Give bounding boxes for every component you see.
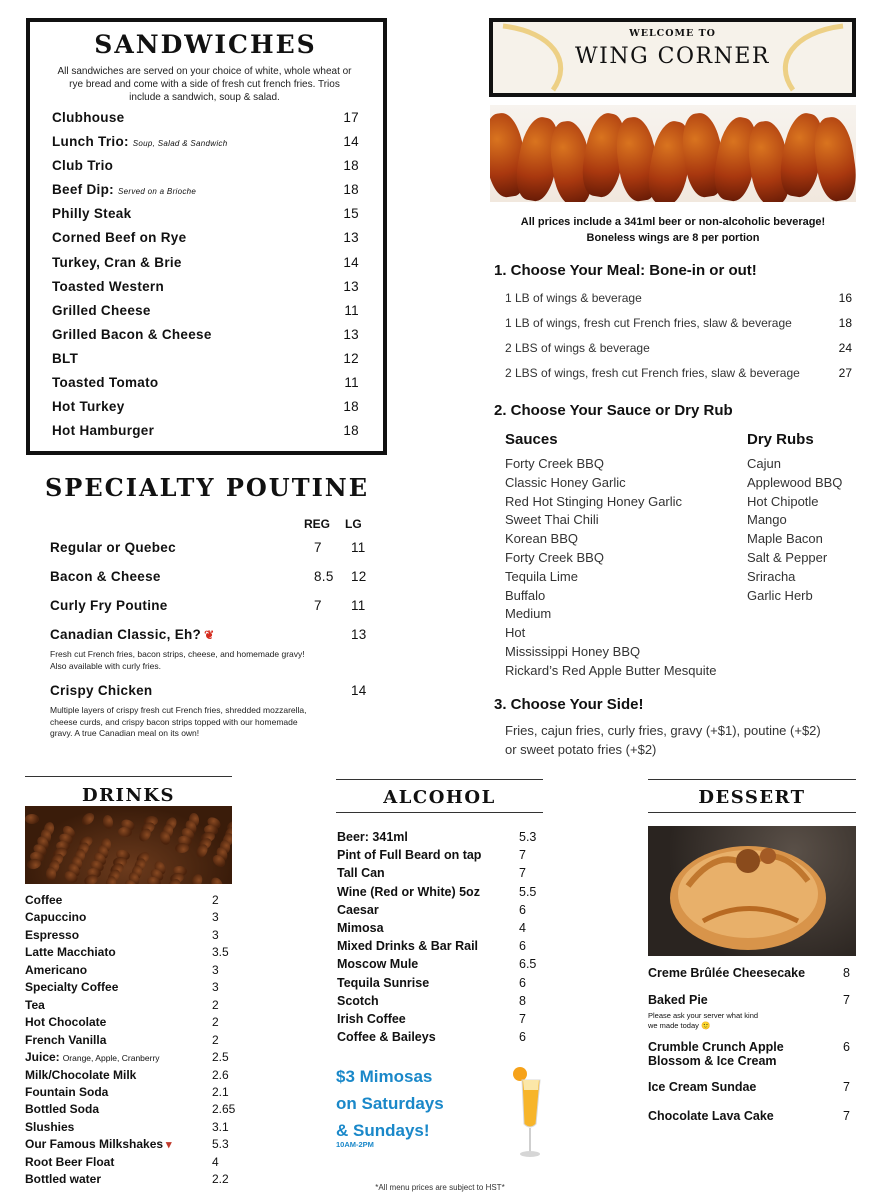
drink-item bbox=[25, 1068, 230, 1082]
dessert-rule-top bbox=[648, 779, 856, 780]
rub-item: Sriracha bbox=[747, 568, 796, 584]
drink-item bbox=[25, 1155, 230, 1169]
alcohol-price: 6 bbox=[519, 975, 526, 990]
drink-item bbox=[25, 1085, 230, 1099]
drink-price: 2.65 bbox=[212, 1102, 236, 1117]
mimosa-glass-icon bbox=[510, 1066, 550, 1160]
drink-item bbox=[25, 1102, 236, 1117]
alcohol-item bbox=[337, 939, 542, 953]
sauce-item: Buffalo bbox=[505, 587, 546, 603]
item-name: Hot Turkey bbox=[52, 399, 125, 415]
item-name-wrap bbox=[52, 423, 154, 438]
pie-photo bbox=[648, 826, 856, 956]
item-name-wrap bbox=[52, 327, 212, 342]
item-name: Grilled Cheese bbox=[52, 302, 151, 318]
alcohol-price: 7 bbox=[519, 1012, 526, 1026]
alcohol-item bbox=[337, 885, 542, 899]
dessert-item bbox=[648, 993, 856, 1031]
item-note: Soup, Salad & Sandwich bbox=[132, 139, 228, 149]
alcohol-price: 8 bbox=[519, 993, 526, 1008]
sauce-item: Tequila Lime bbox=[505, 568, 578, 584]
side-line-2: or sweet potato fries (+$2) bbox=[505, 742, 657, 757]
alcohol-name: Scotch bbox=[337, 993, 379, 1008]
item-name-wrap bbox=[52, 375, 158, 390]
alcohol-price: 6 bbox=[519, 1030, 526, 1045]
coffee-bean bbox=[118, 827, 133, 838]
sandwich-item bbox=[52, 303, 359, 327]
sauce-item: Red Hot Stinging Honey Garlic bbox=[505, 493, 683, 509]
dessert-item bbox=[648, 1040, 856, 1068]
item-name: Turkey, Cran & Brie bbox=[52, 254, 182, 270]
sandwich-item bbox=[52, 423, 359, 447]
item-name-wrap bbox=[52, 399, 125, 414]
item-name: Canadian Classic, Eh? bbox=[50, 627, 202, 642]
sandwich-item bbox=[52, 182, 359, 206]
coffee-bean bbox=[79, 811, 96, 828]
meal-option bbox=[505, 366, 852, 380]
drink-sub: Orange, Apple, Cranberry bbox=[62, 1053, 160, 1064]
drink-name: Coffee bbox=[25, 893, 63, 907]
alcohol-price: 6 bbox=[519, 939, 526, 954]
dessert-item bbox=[648, 966, 856, 980]
drink-name: Root Beer Float bbox=[25, 1154, 115, 1169]
drink-price: 3.1 bbox=[212, 1119, 229, 1134]
item-name: Toasted Tomato bbox=[52, 375, 159, 391]
sauce-item: Mississippi Honey BBQ bbox=[505, 643, 641, 659]
alcohol-price: 7 bbox=[519, 848, 526, 863]
rub-item: Mango bbox=[747, 512, 787, 528]
welcome-label: WELCOME TO bbox=[629, 28, 716, 39]
drink-price: 2.6 bbox=[212, 1067, 229, 1082]
item-name: Lunch Trio: bbox=[52, 134, 129, 150]
price-reg: 7 bbox=[314, 540, 322, 555]
poutine-item bbox=[50, 569, 365, 584]
alcohol-item bbox=[337, 903, 542, 917]
alcohol-item bbox=[337, 994, 542, 1008]
sandwich-item bbox=[52, 375, 359, 399]
sauce-item: Korean BBQ bbox=[505, 531, 578, 547]
drink-item bbox=[25, 945, 230, 959]
sauce-item: Sweet Thai Chili bbox=[505, 512, 599, 528]
drink-price: 2 bbox=[212, 1015, 219, 1030]
alcohol-item bbox=[337, 976, 542, 990]
coffee-bean bbox=[190, 873, 204, 884]
alcohol-rule-top bbox=[336, 779, 543, 780]
meal-name: 2 LBS of wings, fresh cut French fries, slaw & beverage bbox=[505, 366, 800, 380]
drink-name: Americano bbox=[25, 962, 88, 977]
item-price: 18 bbox=[343, 158, 359, 174]
drink-name: Hot Chocolate bbox=[25, 1015, 107, 1030]
sauce-item: Classic Honey Garlic bbox=[505, 474, 626, 490]
poutine-title: SPECIALTY POUTINE bbox=[44, 473, 370, 502]
rub-list bbox=[747, 455, 842, 605]
drink-price: 2 bbox=[212, 1032, 219, 1047]
drink-item bbox=[25, 928, 230, 942]
alcohol-price: 4 bbox=[519, 921, 526, 935]
item-description: Fresh cut French fries, bacon strips, cheese, and homemade gravy! Also available with curly fries. bbox=[50, 649, 305, 671]
promo-line-3: & Sundays! bbox=[336, 1121, 430, 1140]
meal-price: 24 bbox=[838, 341, 852, 355]
wing-corner-banner bbox=[489, 18, 856, 97]
drink-price: 3.5 bbox=[212, 945, 229, 960]
sandwiches-title: SANDWICHES bbox=[94, 30, 317, 59]
alcohol-name: Tall Can bbox=[337, 866, 385, 881]
alcohol-price: 5.5 bbox=[519, 884, 537, 899]
item-name-wrap bbox=[52, 351, 78, 366]
drink-price: 2 bbox=[212, 997, 219, 1012]
drink-name: Juice: bbox=[25, 1050, 60, 1065]
drink-name: Espresso bbox=[25, 927, 80, 942]
dessert-name: Chocolate Lava Cake bbox=[648, 1109, 774, 1123]
alcohol-item bbox=[337, 921, 542, 935]
meal-option bbox=[505, 341, 852, 355]
drink-item bbox=[25, 893, 230, 907]
dessert-name: Crumble Crunch Apple Blossom & Ice Cream bbox=[648, 1040, 784, 1068]
item-name-wrap bbox=[52, 279, 164, 294]
item-price: 14 bbox=[343, 254, 359, 270]
sauce-item: Forty Creek BBQ bbox=[505, 456, 604, 471]
item-price: 18 bbox=[343, 423, 359, 439]
item-name: Hot Hamburger bbox=[52, 423, 155, 439]
item-name-wrap bbox=[52, 303, 151, 318]
item-name: Toasted Western bbox=[52, 278, 165, 294]
dessert-price: 7 bbox=[843, 993, 850, 1007]
item-name-wrap bbox=[52, 158, 113, 173]
poutine-item bbox=[50, 683, 365, 698]
alcohol-price: 7 bbox=[519, 866, 526, 881]
drink-price: 4 bbox=[212, 1154, 219, 1169]
drink-price: 3 bbox=[212, 980, 219, 995]
drink-name: Specialty Coffee bbox=[25, 980, 119, 995]
sauce-item: Hot bbox=[505, 625, 526, 641]
item-name: Crispy Chicken bbox=[50, 683, 153, 698]
sandwich-item bbox=[52, 158, 359, 182]
drink-price: 3 bbox=[212, 962, 219, 977]
drink-name: Fountain Soda bbox=[25, 1084, 109, 1099]
note-line-2: Boneless wings are 8 per portion bbox=[586, 232, 760, 244]
poutine-item bbox=[50, 540, 365, 555]
step-2-heading: 2. Choose Your Sauce or Dry Rub bbox=[494, 402, 733, 419]
dessert-item bbox=[648, 1080, 856, 1094]
alcohol-name: Tequila Sunrise bbox=[337, 975, 430, 990]
price-reg: 7 bbox=[314, 598, 322, 613]
coffee-bean bbox=[175, 842, 190, 853]
dessert-rule-bottom bbox=[648, 812, 856, 813]
drink-item bbox=[25, 980, 230, 994]
sandwich-item bbox=[52, 399, 359, 423]
alcohol-title: ALCOHOL bbox=[383, 787, 496, 808]
alcohol-name: Wine (Red or White) 5oz bbox=[337, 884, 480, 899]
alcohol-item bbox=[337, 866, 542, 880]
coffee-bean bbox=[102, 814, 114, 829]
drink-item bbox=[25, 1050, 230, 1064]
promo-time: 10AM-2PM bbox=[336, 1140, 374, 1149]
alcohol-name: Mimosa bbox=[337, 921, 384, 935]
item-name: Corned Beef on Rye bbox=[52, 230, 187, 246]
item-price: 13 bbox=[343, 230, 359, 246]
item-name-wrap bbox=[52, 134, 227, 149]
alcohol-item bbox=[337, 848, 542, 862]
drink-price: 2 bbox=[212, 893, 219, 907]
drink-item bbox=[25, 1033, 230, 1047]
price-reg: 8.5 bbox=[314, 569, 334, 584]
item-price: 13 bbox=[343, 278, 359, 294]
item-name: Club Trio bbox=[52, 158, 114, 174]
sauces-heading: Sauces bbox=[505, 431, 558, 448]
drink-name: Capuccino bbox=[25, 910, 87, 925]
drink-price: 3 bbox=[212, 910, 219, 925]
note-line-1: All prices include a 341ml beer or non-alcoholic beverage! bbox=[520, 216, 826, 228]
sauce-item: Forty Creek BBQ bbox=[505, 549, 604, 565]
wing-corner-title: WING CORNER bbox=[575, 44, 770, 69]
item-price: 18 bbox=[343, 399, 359, 415]
item-price: 17 bbox=[343, 110, 359, 125]
side-options bbox=[505, 721, 855, 759]
meal-option bbox=[505, 291, 852, 305]
drink-name: Milk/Chocolate Milk bbox=[25, 1067, 137, 1082]
drink-item bbox=[25, 1120, 230, 1134]
drink-item bbox=[25, 1137, 230, 1151]
poutine-col-reg: REG bbox=[304, 517, 331, 531]
item-name: BLT bbox=[52, 350, 79, 366]
alcohol-name: Moscow Mule bbox=[337, 957, 419, 972]
poutine-section bbox=[44, 473, 370, 738]
dessert-item bbox=[648, 1109, 856, 1123]
sauce-item: Rickard’s Red Apple Butter Mesquite bbox=[505, 662, 717, 678]
drink-name: Latte Macchiato bbox=[25, 945, 116, 960]
drink-price: 2.2 bbox=[212, 1172, 229, 1187]
hst-footnote: *All menu prices are subject to HST* bbox=[375, 1183, 505, 1192]
dessert-sub: Please ask your server what kind we made today 🙂 bbox=[648, 1011, 759, 1030]
coffee-bean bbox=[209, 875, 225, 884]
dessert-name: Ice Cream Sundae bbox=[648, 1080, 757, 1094]
drinks-rule-top bbox=[25, 776, 232, 777]
meal-option bbox=[505, 316, 852, 330]
maple-leaf-icon: ❦ bbox=[204, 628, 215, 642]
drinks-title: DRINKS bbox=[81, 785, 176, 806]
alcohol-name: Beer: 341ml bbox=[337, 830, 408, 844]
side-line-1: Fries, cajun fries, curly fries, gravy (+$1), poutine (+$2) bbox=[505, 723, 821, 738]
meal-name: 2 LBS of wings & beverage bbox=[505, 341, 650, 355]
item-name: Philly Steak bbox=[52, 206, 132, 222]
step-3-heading: 3. Choose Your Side! bbox=[494, 696, 644, 713]
rub-item: Cajun bbox=[747, 456, 781, 471]
coffee-bean bbox=[26, 858, 42, 871]
drink-name: Our Famous Milkshakes bbox=[25, 1137, 164, 1152]
item-name: Beef Dip: bbox=[52, 182, 114, 198]
poutine-item bbox=[50, 627, 365, 642]
item-name-wrap bbox=[52, 182, 196, 197]
alcohol-name: Pint of Full Beard on tap bbox=[337, 848, 482, 863]
sandwich-item bbox=[52, 351, 359, 375]
sauce-item: Medium bbox=[505, 606, 552, 622]
wing-corner-note bbox=[490, 214, 856, 246]
dessert-price: 8 bbox=[843, 966, 850, 980]
item-name: Clubhouse bbox=[52, 110, 125, 125]
drink-price: 3 bbox=[212, 927, 219, 942]
dessert-price: 7 bbox=[843, 1080, 850, 1094]
alcohol-name: Irish Coffee bbox=[337, 1012, 406, 1026]
price-lg: 11 bbox=[351, 598, 366, 613]
alcohol-price: 5.3 bbox=[519, 830, 537, 844]
item-name: Bacon & Cheese bbox=[50, 569, 161, 584]
wing-shape bbox=[810, 115, 856, 202]
item-price: 13 bbox=[343, 326, 359, 342]
price-lg: 14 bbox=[351, 683, 367, 698]
alcohol-rule-bottom bbox=[336, 812, 543, 813]
drink-name: Bottled water bbox=[25, 1172, 102, 1187]
step-1-heading: 1. Choose Your Meal: Bone-in or out! bbox=[494, 262, 757, 279]
meal-price: 27 bbox=[838, 366, 852, 380]
sandwich-item bbox=[52, 327, 359, 351]
drink-item bbox=[25, 963, 230, 977]
item-name-wrap bbox=[52, 110, 124, 125]
item-name-wrap bbox=[52, 206, 131, 221]
rub-item: Garlic Herb bbox=[747, 587, 813, 603]
milkshake-icon: ▾ bbox=[166, 1139, 172, 1152]
alcohol-item bbox=[337, 830, 542, 844]
alcohol-name: Coffee & Baileys bbox=[337, 1030, 436, 1045]
mimosa-promo bbox=[336, 1063, 506, 1144]
dessert-price: 7 bbox=[843, 1109, 850, 1123]
poutine-col-lg: LG bbox=[345, 517, 362, 531]
promo-line-1: $3 Mimosas bbox=[336, 1067, 433, 1086]
dessert-title: DESSERT bbox=[698, 787, 806, 808]
sandwich-item bbox=[52, 206, 359, 230]
meal-price: 16 bbox=[838, 291, 852, 305]
rub-item: Applewood BBQ bbox=[747, 474, 843, 490]
poutine-item bbox=[50, 598, 365, 613]
price-lg: 11 bbox=[351, 540, 366, 555]
item-price: 11 bbox=[344, 375, 359, 391]
item-name-wrap bbox=[52, 255, 182, 270]
alcohol-item bbox=[337, 1030, 542, 1044]
meal-price: 18 bbox=[838, 316, 852, 330]
rubs-heading: Dry Rubs bbox=[747, 431, 814, 448]
promo-line-2: on Saturdays bbox=[336, 1094, 444, 1113]
coffee-bean bbox=[46, 867, 56, 881]
item-name: Grilled Bacon & Cheese bbox=[52, 326, 212, 342]
item-price: 12 bbox=[343, 350, 359, 366]
meal-name: 1 LB of wings & beverage bbox=[505, 291, 642, 305]
dessert-name: Creme Brûlée Cheesecake bbox=[648, 966, 806, 980]
item-name: Regular or Quebec bbox=[50, 540, 176, 555]
item-price: 15 bbox=[343, 206, 359, 222]
item-price: 14 bbox=[343, 134, 359, 150]
price-lg: 13 bbox=[351, 627, 367, 642]
drink-item bbox=[25, 910, 230, 924]
item-name: Curly Fry Poutine bbox=[50, 598, 168, 613]
rub-item: Maple Bacon bbox=[747, 531, 823, 547]
drink-name: Tea bbox=[25, 997, 45, 1012]
item-price: 11 bbox=[344, 302, 359, 318]
drink-price: 2.1 bbox=[212, 1084, 229, 1099]
item-note: Served on a Brioche bbox=[117, 187, 197, 197]
alcohol-price: 6 bbox=[519, 902, 526, 917]
item-price: 18 bbox=[343, 182, 359, 198]
coffee-bean bbox=[25, 814, 39, 824]
rub-item: Salt & Pepper bbox=[747, 549, 828, 565]
meal-name: 1 LB of wings, fresh cut French fries, slaw & beverage bbox=[505, 316, 792, 330]
alcohol-item bbox=[337, 1012, 542, 1026]
wings-photo bbox=[490, 105, 856, 202]
drink-name: Bottled Soda bbox=[25, 1102, 99, 1117]
alcohol-item bbox=[337, 957, 542, 971]
sandwiches-intro: All sandwiches are served on your choice of white, whole wheat or rye bread and come with a side of fresh cut french fries. Trios include a sandwich, soup & salad. bbox=[57, 66, 352, 103]
drink-price: 2.5 bbox=[212, 1050, 229, 1065]
drink-item bbox=[25, 1015, 230, 1029]
drink-name: French Vanilla bbox=[25, 1032, 107, 1047]
item-name-wrap bbox=[52, 230, 186, 245]
sandwich-item bbox=[52, 110, 359, 134]
sandwich-item bbox=[52, 255, 359, 279]
rub-item: Hot Chipotle bbox=[747, 493, 819, 509]
coffee-beans-photo bbox=[25, 806, 232, 884]
item-description: Multiple layers of crispy fresh cut French fries, shredded mozzarella, cheese curds, and crispy bacon strips topped with our homemade gravy. A true Canadian meal on its own! bbox=[50, 705, 307, 738]
drink-item bbox=[25, 998, 230, 1012]
dessert-price: 6 bbox=[843, 1040, 850, 1054]
sandwich-item bbox=[52, 134, 359, 158]
alcohol-price: 6.5 bbox=[519, 957, 537, 972]
alcohol-name: Mixed Drinks & Bar Rail bbox=[337, 939, 479, 954]
sandwich-item bbox=[52, 230, 359, 254]
alcohol-name: Caesar bbox=[337, 902, 379, 917]
dessert-name: Baked Pie bbox=[648, 993, 708, 1007]
sandwich-list bbox=[52, 110, 359, 447]
drink-price: 5.3 bbox=[212, 1137, 229, 1152]
sandwiches-section bbox=[26, 18, 387, 455]
price-lg: 12 bbox=[351, 569, 367, 584]
sauce-list bbox=[505, 455, 716, 681]
drink-name: Slushies bbox=[25, 1119, 75, 1134]
sandwich-item bbox=[52, 279, 359, 303]
